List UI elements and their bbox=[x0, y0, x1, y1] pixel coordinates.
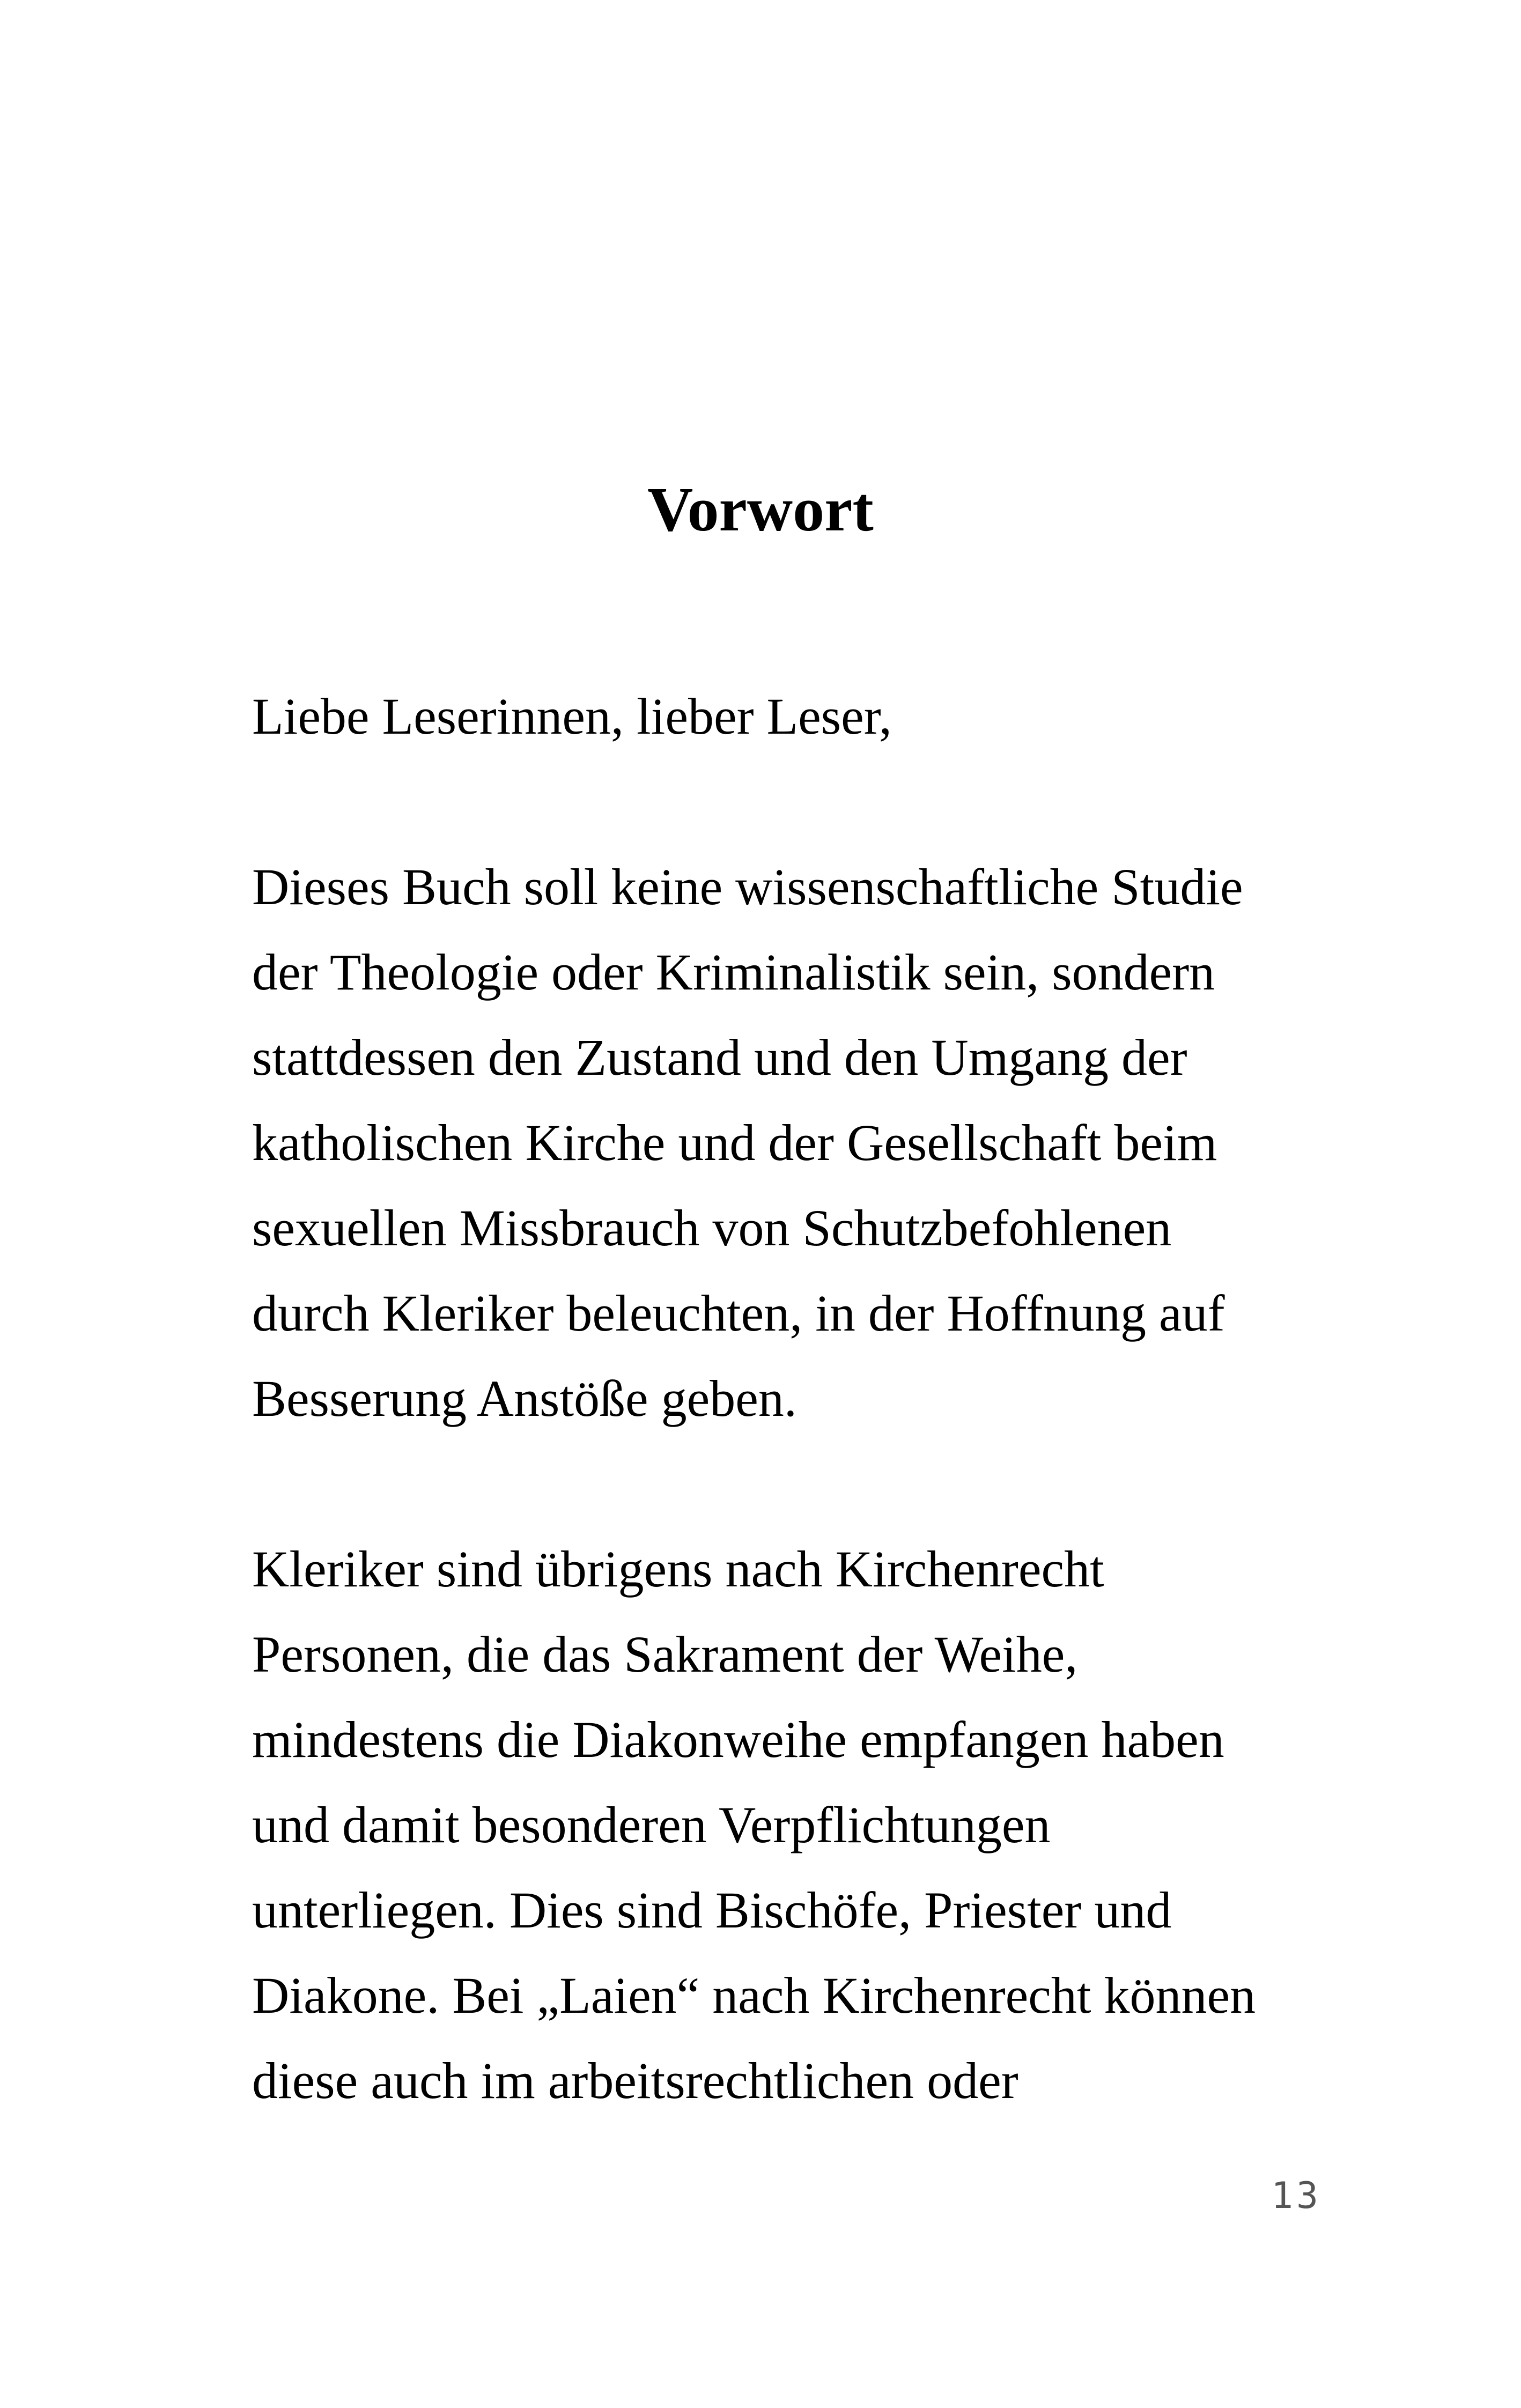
page-number: 13 bbox=[1271, 2175, 1321, 2217]
paragraph-1-line: sexuellen Missbrauch von Schutzbefohlenen bbox=[252, 1199, 1172, 1257]
paragraph-2-line: Kleriker sind übrigens nach Kirchenrecht bbox=[252, 1540, 1104, 1598]
paragraph-2-line: und damit besonderen Verpflichtungen bbox=[252, 1796, 1051, 1853]
paragraph-1-line: katholischen Kirche und der Gesellschaft beim bbox=[252, 1114, 1217, 1171]
paragraph-2-line: Diakone. Bei „Laien“ nach Kirchenrecht können bbox=[252, 1967, 1256, 2024]
paragraph-1-line: der Theologie oder Kriminalistik sein, sondern bbox=[252, 943, 1215, 1001]
paragraph-1-line: stattdessen den Zustand und den Umgang der bbox=[252, 1029, 1187, 1086]
paragraph-2-line: mindestens die Diakonweihe empfangen haben bbox=[252, 1711, 1224, 1768]
paragraph-2-line: Personen, die das Sakrament der Weihe, bbox=[252, 1626, 1078, 1683]
page-title: Vorwort bbox=[647, 474, 874, 544]
paragraph-1-line: durch Kleriker beleuchten, in der Hoffnung auf bbox=[252, 1284, 1225, 1342]
paragraph-spacer bbox=[252, 1441, 1384, 1526]
body-text bbox=[252, 674, 1384, 2123]
paragraph-spacer bbox=[252, 759, 1384, 844]
paragraph-1-line: Dieses Buch soll keine wissenschaftliche Studie bbox=[252, 858, 1243, 915]
paragraph-1-line: Besserung Anstöße geben. bbox=[252, 1370, 797, 1427]
salutation: Liebe Leserinnen, lieber Leser, bbox=[252, 688, 892, 745]
paragraph-2-line: diese auch im arbeitsrechtlichen oder bbox=[252, 2052, 1018, 2109]
paragraph-2-line: unterliegen. Dies sind Bischöfe, Priester und bbox=[252, 1881, 1172, 1939]
